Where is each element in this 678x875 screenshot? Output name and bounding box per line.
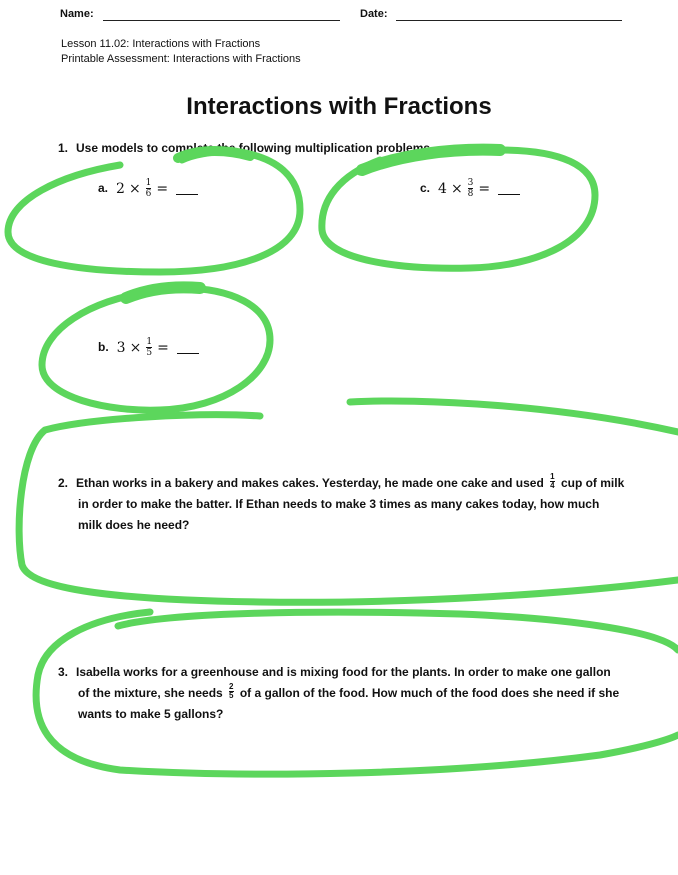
question-1 bbox=[58, 138, 433, 159]
lesson-line: Lesson 11.02: Interactions with Fractions bbox=[61, 38, 261, 50]
question-text-unit: cup of milk bbox=[560, 476, 625, 490]
fraction bbox=[146, 337, 152, 358]
question-text-line-3: milk does he need? bbox=[78, 518, 190, 532]
question-text-line-3: wants to make 5 gallons? bbox=[78, 707, 224, 721]
inline-fraction bbox=[550, 473, 554, 490]
problem-letter: c. bbox=[420, 181, 431, 195]
name-field[interactable] bbox=[103, 20, 340, 21]
answer-blank[interactable] bbox=[498, 182, 520, 195]
whole-number: 3 bbox=[116, 339, 126, 356]
date-label: Date: bbox=[360, 8, 388, 20]
denominator: 8 bbox=[467, 189, 474, 199]
question-2 bbox=[58, 473, 658, 536]
whole-number: 2 bbox=[116, 180, 125, 197]
answer-blank[interactable] bbox=[176, 182, 198, 195]
problem-letter: a. bbox=[98, 181, 109, 195]
page-title: Interactions with Fractions bbox=[186, 93, 492, 120]
equals-sign: = bbox=[478, 180, 491, 197]
denominator: 5 bbox=[146, 348, 153, 358]
denominator: 6 bbox=[145, 189, 152, 199]
question-3 bbox=[58, 662, 658, 725]
inline-fraction bbox=[229, 683, 233, 700]
question-text-line-1: Isabella works for a greenhouse and is mixing food for the plants. In order to make one gallon bbox=[76, 665, 611, 679]
question-text-line-2: in order to make the batter. If Ethan needs to make 3 times as many cakes today, how much bbox=[78, 497, 600, 511]
question-number: 3. bbox=[58, 665, 69, 679]
annotation-mark-b bbox=[126, 287, 200, 298]
assessment-line: Printable Assessment: Interactions with Fractions bbox=[61, 53, 301, 65]
numerator: 1 bbox=[146, 337, 153, 347]
question-text-line-1: Ethan works in a bakery and makes cakes. Yesterday, he made one cake and used bbox=[76, 476, 544, 490]
fraction bbox=[146, 178, 152, 199]
problem-c bbox=[420, 178, 520, 199]
question-number: 1. bbox=[58, 141, 69, 155]
times-sign: × bbox=[450, 180, 463, 197]
problem-b bbox=[98, 337, 199, 358]
annotation-loop-c bbox=[322, 150, 595, 268]
answer-blank[interactable] bbox=[177, 341, 199, 354]
times-sign: × bbox=[128, 180, 141, 197]
equals-sign: = bbox=[156, 180, 169, 197]
numerator: 1 bbox=[550, 472, 555, 482]
problem-a bbox=[98, 178, 198, 199]
name-label: Name: bbox=[60, 8, 94, 20]
equals-sign: = bbox=[157, 339, 169, 356]
numerator: 2 bbox=[229, 682, 234, 692]
denominator: 5 bbox=[229, 691, 234, 701]
numerator: 3 bbox=[467, 178, 474, 188]
problem-letter: b. bbox=[98, 340, 109, 354]
question-text: Use models to complete the following multiplication problems. bbox=[76, 141, 434, 155]
date-field[interactable] bbox=[396, 20, 622, 21]
times-sign: × bbox=[129, 339, 142, 356]
denominator: 4 bbox=[550, 481, 555, 491]
question-text-line-2-end: of a gallon of the food. How much of the food does she need if she bbox=[239, 686, 620, 700]
question-number: 2. bbox=[58, 476, 69, 490]
annotation-loop-a bbox=[8, 152, 300, 272]
fraction bbox=[468, 178, 474, 199]
whole-number: 4 bbox=[438, 180, 447, 197]
numerator: 1 bbox=[145, 178, 152, 188]
question-text-line-2: of the mixture, she needs bbox=[78, 686, 223, 700]
